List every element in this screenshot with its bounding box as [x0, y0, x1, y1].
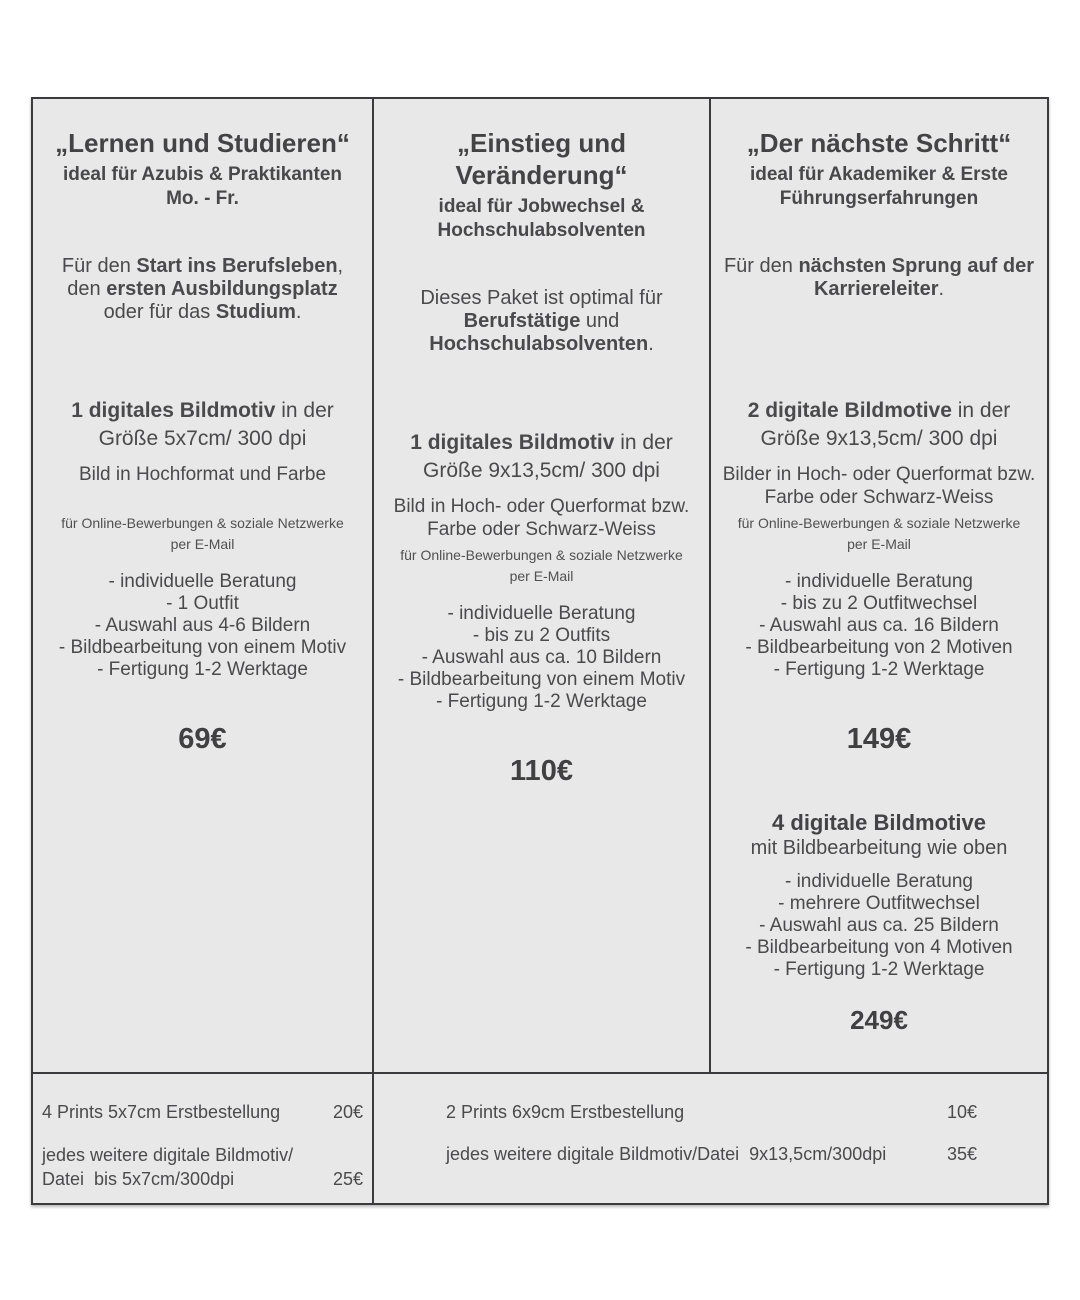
package-price: 149€ — [846, 723, 912, 755]
package-offer: 1 digitales Bildmotiv in der Größe 5x7cm/ 300 dpi — [71, 399, 334, 450]
addon-row — [42, 1100, 363, 1124]
addon-label: jedes weitere digitale Bildmotiv/ Datei bis 5x7cm/300dpi — [42, 1145, 294, 1189]
package-format: Bild in Hoch- oder Querformat bzw. Farbe oder Schwarz-Weiss — [393, 496, 690, 540]
package-title: „Der nächste Schritt“ — [746, 128, 1012, 158]
package-feature-list: - individuelle Beratung - bis zu 2 Outfitwechsel - Auswahl aus ca. 16 Bildern - Bildbearbeitung von 2 Motiven - Fertigung 1-2 Werktage — [745, 571, 1013, 680]
package-title: „Einstieg und Veränderung“ — [455, 128, 628, 190]
addon-label: jedes weitere digitale Bildmotiv/Datei 9x13,5cm/300dpi — [446, 1144, 887, 1164]
packages-row — [33, 99, 1047, 1072]
addon-row — [42, 1143, 363, 1191]
package-usage-note: für Online-Bewerbungen & soziale Netzwerke per E-Mail — [737, 515, 1021, 552]
extra-package-price: 249€ — [850, 1005, 908, 1035]
package-title: „Lernen und Studieren“ — [55, 128, 350, 158]
package-format: Bilder in Hoch- oder Querformat bzw. Farbe oder Schwarz-Weiss — [722, 464, 1036, 508]
package-subtitle: ideal für Akademiker & Erste Führungserfahrungen — [749, 164, 1008, 209]
addon-row — [446, 1142, 977, 1166]
package-intro: Für den nächsten Sprung auf der Karriereleiter. — [723, 255, 1035, 300]
extra-package-title: 4 digitale Bildmotive — [772, 810, 986, 835]
package-subtitle: ideal für Jobwechsel & Hochschulabsolventen — [437, 196, 646, 241]
addon-row — [446, 1100, 977, 1124]
package-intro: Für den Start ins Berufsleben, den ersten Ausbildungsplatz oder für das Studium. — [61, 255, 344, 323]
package-usage-note: für Online-Bewerbungen & soziale Netzwerke per E-Mail — [61, 515, 344, 552]
pricing-table — [31, 97, 1049, 1205]
package-subtitle: ideal für Azubis & Praktikanten Mo. - Fr. — [62, 164, 343, 209]
addon-label: 2 Prints 6x9cm Erstbestellung — [446, 1102, 685, 1122]
addon-price: 20€ — [332, 1102, 363, 1122]
package-lernen-und-studieren — [33, 99, 374, 1072]
extra-package-feature-list: - individuelle Beratung - mehrere Outfitwechsel - Auswahl aus ca. 25 Bildern - Bildbearbeitung von 4 Motiven - Fertigung 1-2 Werktage — [745, 871, 1013, 980]
addon-price: 10€ — [946, 1102, 977, 1122]
package-offer: 1 digitales Bildmotiv in der Größe 9x13,5cm/ 300 dpi — [410, 431, 673, 482]
addon-price: 25€ — [332, 1169, 363, 1189]
addon-label: 4 Prints 5x7cm Erstbestellung — [42, 1102, 281, 1122]
package-price: 69€ — [178, 723, 227, 755]
package-feature-list: - individuelle Beratung - bis zu 2 Outfits - Auswahl aus ca. 10 Bildern - Bildbearbeitung von einem Motiv - Fertigung 1-2 Werktage — [397, 603, 686, 712]
addon-box-prints-5x7 — [33, 1074, 374, 1203]
package-der-naechste-schritt — [711, 99, 1047, 1072]
package-feature-list: - individuelle Beratung - 1 Outfit - Auswahl aus 4-6 Bildern - Bildbearbeitung von einem Motiv - Fertigung 1-2 Werktage — [58, 571, 347, 680]
extra-package-4-bildmotive — [711, 810, 1047, 1036]
package-offer: 2 digitale Bildmotive in der Größe 9x13,5cm/ 300 dpi — [747, 399, 1011, 450]
extra-package-subtitle: mit Bildbearbeitung wie oben — [750, 837, 1008, 859]
package-usage-note: für Online-Bewerbungen & soziale Netzwerke per E-Mail — [400, 547, 683, 584]
addon-price: 35€ — [946, 1144, 977, 1164]
addon-prices-row — [33, 1072, 1047, 1203]
package-format: Bild in Hochformat und Farbe — [78, 464, 327, 485]
addon-box-prints-6x9 — [374, 1074, 1047, 1203]
package-einstieg-und-veraenderung — [374, 99, 711, 1072]
package-intro: Dieses Paket ist optimal für Berufstätige und Hochschulabsolventen. — [420, 287, 663, 355]
package-price: 110€ — [510, 755, 573, 787]
